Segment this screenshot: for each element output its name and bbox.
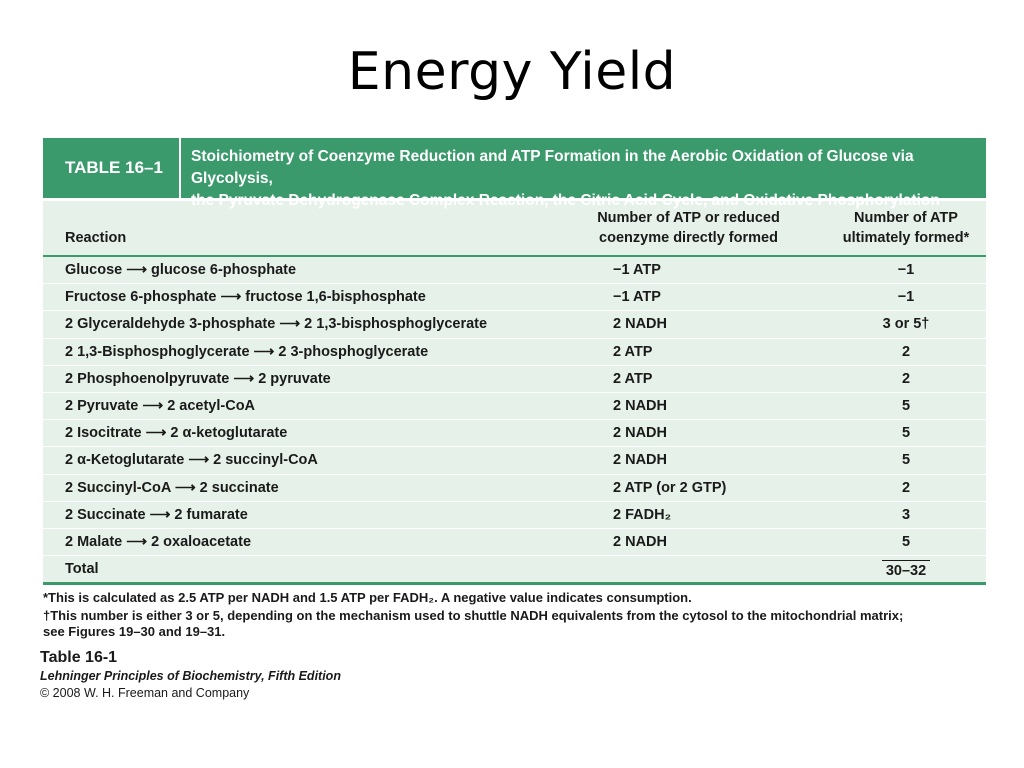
total-value: 30–32 — [882, 560, 930, 579]
ultimate-cell: 3 — [901, 506, 911, 523]
ultimate-cell: 2 — [901, 370, 911, 387]
table-row — [43, 366, 986, 393]
direct-cell: 2 NADH — [613, 398, 667, 415]
reaction-cell: Glucose ⟶ glucose 6-phosphate — [65, 262, 297, 279]
direct-cell: 2 FADH₂ — [613, 506, 672, 523]
column-header-direct-line-2: coenzyme directly formed — [599, 230, 778, 246]
slide-title: Energy Yield — [347, 42, 677, 102]
footnote-star: *This is calculated as 2.5 ATP per NADH and 1.5 ATP per FADH₂. A negative value indicates consumption. — [43, 590, 692, 605]
stoichiometry-table — [43, 138, 986, 585]
reaction-cell: 2 Glyceraldehyde 3-phosphate ⟶ 2 1,3-bisphosphoglycerate — [65, 316, 488, 333]
table-caption-line-2: the Pyruvate Dehydrogenase Complex Reaction, the Citric Acid Cycle, and Oxidative Phosphorylation — [191, 192, 940, 209]
ultimate-cell: −1 — [897, 289, 915, 306]
footnote-dagger-line-2: see Figures 19–30 and 19–31. — [43, 624, 226, 639]
table-header-bar — [43, 138, 986, 209]
table-number: TABLE 16–1 — [43, 138, 181, 198]
reaction-cell: 2 1,3-Bisphosphoglycerate ⟶ 2 3-phosphoglycerate — [65, 343, 429, 360]
column-header-direct — [551, 208, 826, 248]
direct-cell: 2 ATP — [613, 343, 653, 360]
table-footnotes — [43, 590, 986, 640]
credit-copyright: © 2008 W. H. Freeman and Company — [40, 686, 250, 700]
table-row — [43, 393, 986, 420]
direct-cell: 2 ATP (or 2 GTP) — [613, 479, 727, 496]
ultimate-cell: 5 — [901, 398, 911, 415]
ultimate-cell: 5 — [901, 452, 911, 469]
table-row — [43, 284, 986, 311]
table-row — [43, 502, 986, 529]
reaction-cell: Fructose 6-phosphate ⟶ fructose 1,6-bisphosphate — [65, 289, 426, 306]
credit-book-title: Lehninger Principles of Biochemistry, Fifth Edition — [40, 669, 341, 683]
ultimate-cell: 5 — [901, 533, 911, 550]
reaction-cell: 2 α-Ketoglutarate ⟶ 2 succinyl-CoA — [65, 452, 318, 469]
column-header-ultimate — [826, 208, 986, 248]
footnote-dagger-line-1: †This number is either 3 or 5, depending on the mechanism used to shuttle NADH equivalents from the cytosol to the mitochondrial matrix; — [43, 608, 904, 623]
ultimate-cell: −1 — [897, 262, 915, 279]
direct-cell: 2 NADH — [613, 452, 667, 469]
ultimate-cell: 2 — [901, 343, 911, 360]
table-row — [43, 420, 986, 447]
total-value-cell — [826, 560, 986, 579]
ultimate-cell: 5 — [901, 425, 911, 442]
reaction-cell: 2 Pyruvate ⟶ 2 acetyl-CoA — [65, 398, 256, 415]
direct-cell: −1 ATP — [613, 262, 661, 279]
table-row — [43, 339, 986, 366]
direct-cell: 2 NADH — [613, 425, 667, 442]
ultimate-cell: 2 — [901, 479, 911, 496]
table-rows — [43, 257, 986, 582]
credit-table-label: Table 16-1 — [40, 649, 118, 666]
reaction-cell: 2 Succinate ⟶ 2 fumarate — [65, 506, 248, 523]
table-row — [43, 475, 986, 502]
reaction-cell: 2 Succinyl-CoA ⟶ 2 succinate — [65, 479, 279, 496]
total-label: Total — [65, 561, 99, 578]
table-total-row — [43, 556, 986, 582]
direct-cell: 2 ATP — [613, 370, 653, 387]
table-body — [43, 201, 986, 585]
column-header-ultimate-line-1: Number of ATP — [854, 210, 958, 226]
table-row — [43, 311, 986, 338]
reaction-cell: 2 Phosphoenolpyruvate ⟶ 2 pyruvate — [65, 370, 331, 387]
table-row — [43, 257, 986, 284]
table-row — [43, 447, 986, 474]
column-header-direct-line-1: Number of ATP or reduced — [597, 210, 780, 226]
reaction-cell: 2 Malate ⟶ 2 oxaloacetate — [65, 533, 252, 550]
table-row — [43, 529, 986, 556]
table-caption-line-1: Stoichiometry of Coenzyme Reduction and ATP Formation in the Aerobic Oxidation of Glucose via Glycolysis, — [191, 148, 914, 187]
ultimate-cell: 3 or 5† — [882, 316, 930, 333]
column-header-reaction: Reaction — [65, 230, 127, 246]
reaction-cell: 2 Isocitrate ⟶ 2 α-ketoglutarate — [65, 425, 288, 442]
source-credit — [40, 648, 341, 702]
column-header-ultimate-line-2: ultimately formed* — [842, 230, 970, 246]
table-caption — [181, 138, 986, 209]
direct-cell: −1 ATP — [613, 289, 661, 306]
direct-cell: 2 NADH — [613, 533, 667, 550]
direct-cell: 2 NADH — [613, 316, 667, 333]
